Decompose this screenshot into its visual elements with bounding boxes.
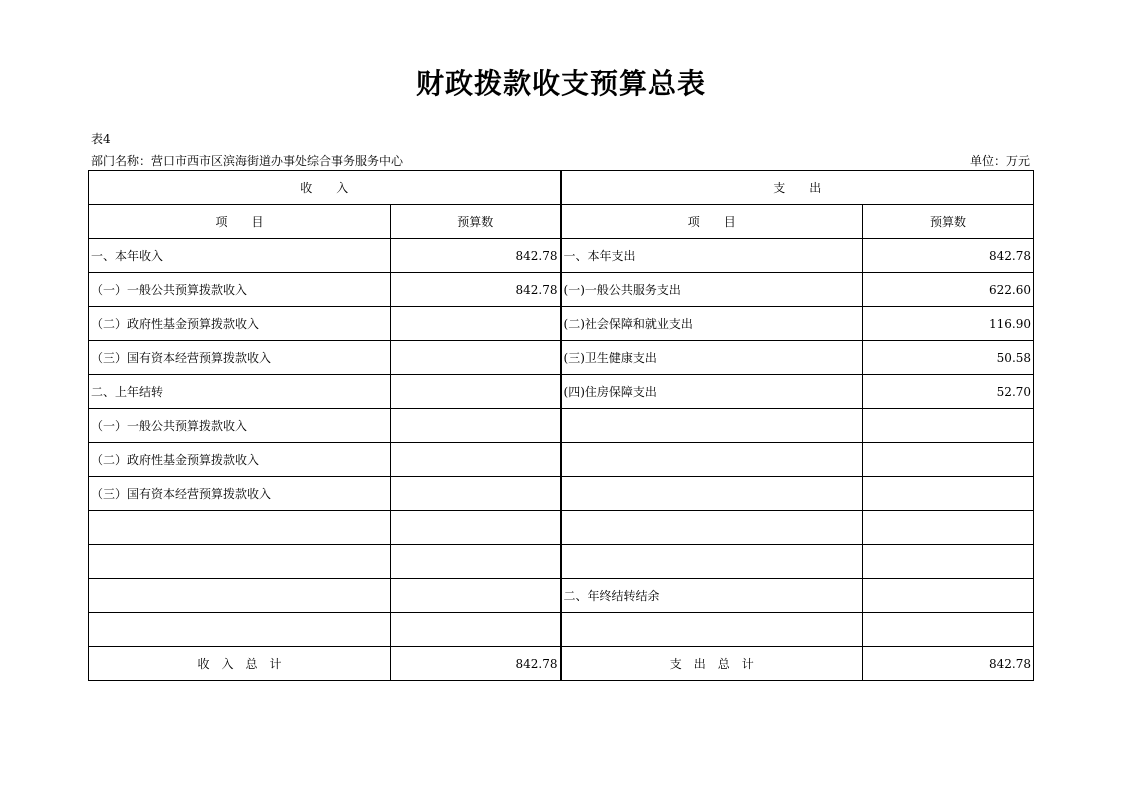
- expense-section-header: 支 出: [561, 171, 1034, 205]
- table-row: [89, 443, 1034, 477]
- expense-item-cell: (二)社会保障和就业支出: [561, 307, 863, 341]
- income-amount-cell: [391, 579, 561, 613]
- income-item-cell: [89, 613, 391, 647]
- table-row: [89, 511, 1034, 545]
- expense-item-cell: [561, 545, 863, 579]
- expense-amount-cell: 50.58: [863, 341, 1034, 375]
- expense-item-cell: (三)卫生健康支出: [561, 341, 863, 375]
- expense-total-label: 支 出 总 计: [561, 647, 863, 681]
- expense-amount-cell: [863, 443, 1034, 477]
- unit-label: 单位：万元: [969, 154, 1030, 168]
- income-item-cell: （一）一般公共预算拨款收入: [89, 409, 391, 443]
- table-row: [89, 239, 1034, 273]
- table-row: [89, 545, 1034, 579]
- income-amount-cell: [391, 511, 561, 545]
- income-amount-cell: 842.78: [391, 273, 561, 307]
- expense-item-cell: [561, 409, 863, 443]
- expense-amount-cell: [863, 613, 1034, 647]
- income-amount-cell: [391, 375, 561, 409]
- expense-item-cell: [561, 613, 863, 647]
- income-item-cell: [89, 579, 391, 613]
- table-row: [89, 273, 1034, 307]
- income-item-header: 项 目: [89, 205, 391, 239]
- header-row-sections: [89, 171, 1034, 205]
- income-amount-cell: [391, 409, 561, 443]
- income-amount-cell: [391, 443, 561, 477]
- income-amount-cell: [391, 477, 561, 511]
- income-item-cell: （二）政府性基金预算拨款收入: [89, 443, 391, 477]
- income-item-cell: （三）国有资本经营预算拨款收入: [89, 341, 391, 375]
- department-name: 部门名称：营口市西市区滨海街道办事处综合事务服务中心: [91, 154, 404, 168]
- table-number: 表4: [91, 132, 111, 146]
- income-amount-cell: 842.78: [391, 239, 561, 273]
- income-item-cell: 一、本年收入: [89, 239, 391, 273]
- income-amount-cell: [391, 545, 561, 579]
- totals-row: [89, 647, 1034, 681]
- expense-amount-cell: [863, 477, 1034, 511]
- income-total-label: 收 入 总 计: [89, 647, 391, 681]
- table-row: [89, 307, 1034, 341]
- income-item-cell: [89, 545, 391, 579]
- income-item-cell: [89, 511, 391, 545]
- income-item-cell: （三）国有资本经营预算拨款收入: [89, 477, 391, 511]
- income-budget-header: 预算数: [391, 205, 561, 239]
- expense-item-cell: (四)住房保障支出: [561, 375, 863, 409]
- table-row: [89, 579, 1034, 613]
- expense-item-cell: 一、本年支出: [561, 239, 863, 273]
- income-section-header: 收 入: [89, 171, 561, 205]
- table-row: [89, 613, 1034, 647]
- expense-amount-cell: [863, 545, 1034, 579]
- income-item-cell: （一）一般公共预算拨款收入: [89, 273, 391, 307]
- table-row: [89, 375, 1034, 409]
- income-amount-cell: [391, 341, 561, 375]
- expense-amount-cell: 116.90: [863, 307, 1034, 341]
- expense-item-cell: [561, 511, 863, 545]
- expense-budget-header: 预算数: [863, 205, 1034, 239]
- expense-amount-cell: 842.78: [863, 239, 1034, 273]
- table-row: [89, 409, 1034, 443]
- expense-total-amount: 842.78: [863, 647, 1034, 681]
- income-item-cell: 二、上年结转: [89, 375, 391, 409]
- expense-item-cell: [561, 477, 863, 511]
- expense-item-header: 项 目: [561, 205, 863, 239]
- expense-item-cell: (一)一般公共服务支出: [561, 273, 863, 307]
- table-row: [89, 477, 1034, 511]
- expense-amount-cell: 622.60: [863, 273, 1034, 307]
- table-row: [89, 341, 1034, 375]
- page-title: 财政拨款收支预算总表: [415, 67, 706, 100]
- expense-amount-cell: 52.70: [863, 375, 1034, 409]
- expense-item-cell: [561, 443, 863, 477]
- income-item-cell: （二）政府性基金预算拨款收入: [89, 307, 391, 341]
- expense-amount-cell: [863, 511, 1034, 545]
- income-amount-cell: [391, 307, 561, 341]
- expense-amount-cell: [863, 409, 1034, 443]
- expense-item-cell: 二、年终结转结余: [561, 579, 863, 613]
- expense-amount-cell: [863, 579, 1034, 613]
- budget-table: [88, 170, 1034, 681]
- income-amount-cell: [391, 613, 561, 647]
- income-total-amount: 842.78: [391, 647, 561, 681]
- header-row-columns: [89, 205, 1034, 239]
